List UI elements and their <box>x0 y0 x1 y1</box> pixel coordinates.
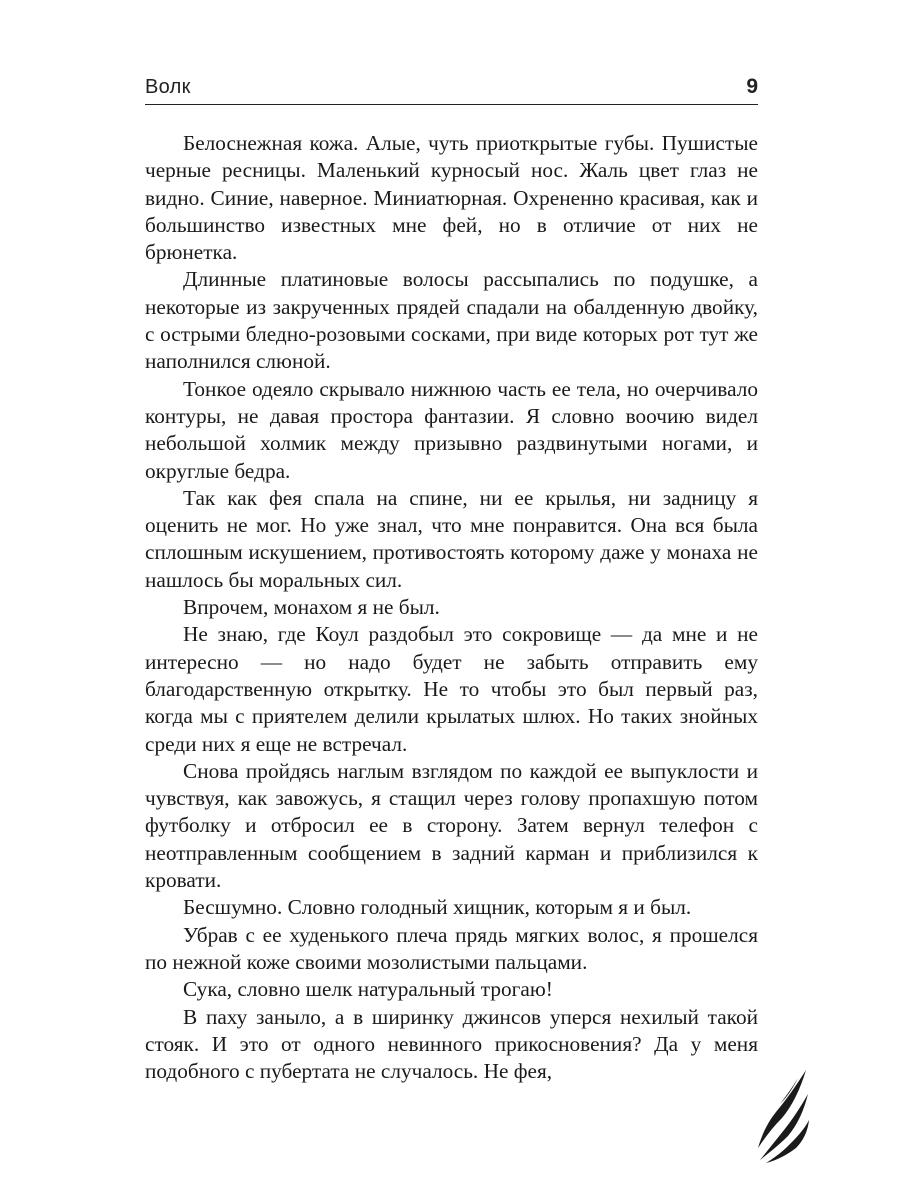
claw-marks-icon <box>752 1068 810 1164</box>
paragraph: В паху заныло, а в ширинку джинсов уперся нехилый такой стояк. И это от одного невинного прикосновения? Да у меня подобного с пубертата не случалось. Не фея, <box>145 1004 758 1084</box>
paragraph: Тонкое одеяло скрывало нижнюю часть ее тела, но очерчивало контуры, не давая простора фантазии. Я словно воочию видел небольшой холмик между призывно раздвинутыми ногами, и округлые бедра. <box>145 376 758 483</box>
paragraph: Не знаю, где Коул раздобыл это сокровище — да мне и не интересно — но надо будет не забыть отправить ему благодарственную открытку. Не то чтобы это был первый раз, когда мы с приятелем делили крылатых шлюх. Но таких знойных среди них я еще не встречал. <box>145 622 758 756</box>
paragraph: Снова пройдясь наглым взглядом по каждой ее выпуклости и чувствуя, как завожусь, я стащил через голову пропахшую потом футболку и отбросил ее в сторону. Затем вернул телефон с неотправленным сообщением в задний карман и приблизился к кровати. <box>145 758 758 893</box>
paragraph: Убрав с ее худенького плеча прядь мягких волос, я прошелся по нежной коже своими мозолистыми пальцами. <box>145 922 758 974</box>
paragraph: Сука, словно шелк натуральный трогаю! <box>183 977 553 1002</box>
paragraph: Длинные платиновые волосы рассыпались по подушке, а некоторые из закрученных прядей спадали на обалденную двойку, с острыми бледно-розовыми сосками, при виде которых рот тут же наполнился слюной. <box>145 267 758 374</box>
paragraph: Белоснежная кожа. Алые, чуть приоткрытые губы. Пушистые черные ресницы. Маленький курносый нос. Жаль цвет глаз не видно. Синие, наверное. Миниатюрная. Охрененно красивая, как и большинство известных мне фей, но в отличие от них не брюнетка. <box>145 131 758 265</box>
body-text <box>145 130 758 1085</box>
running-header <box>145 76 758 105</box>
paragraph: Впрочем, монахом я не был. <box>183 595 440 620</box>
paragraph: Бесшумно. Словно голодный хищник, которым я и был. <box>183 895 692 920</box>
paragraph: Так как фея спала на спине, ни ее крылья, ни задницу я оценить не мог. Но уже знал, что мне понравится. Она вся была сплошным искушением, противостоять которому даже у монаха не нашлось бы моральных сил. <box>145 485 758 592</box>
page-number: 9 <box>746 75 758 98</box>
chapter-title: Волк <box>145 76 191 98</box>
